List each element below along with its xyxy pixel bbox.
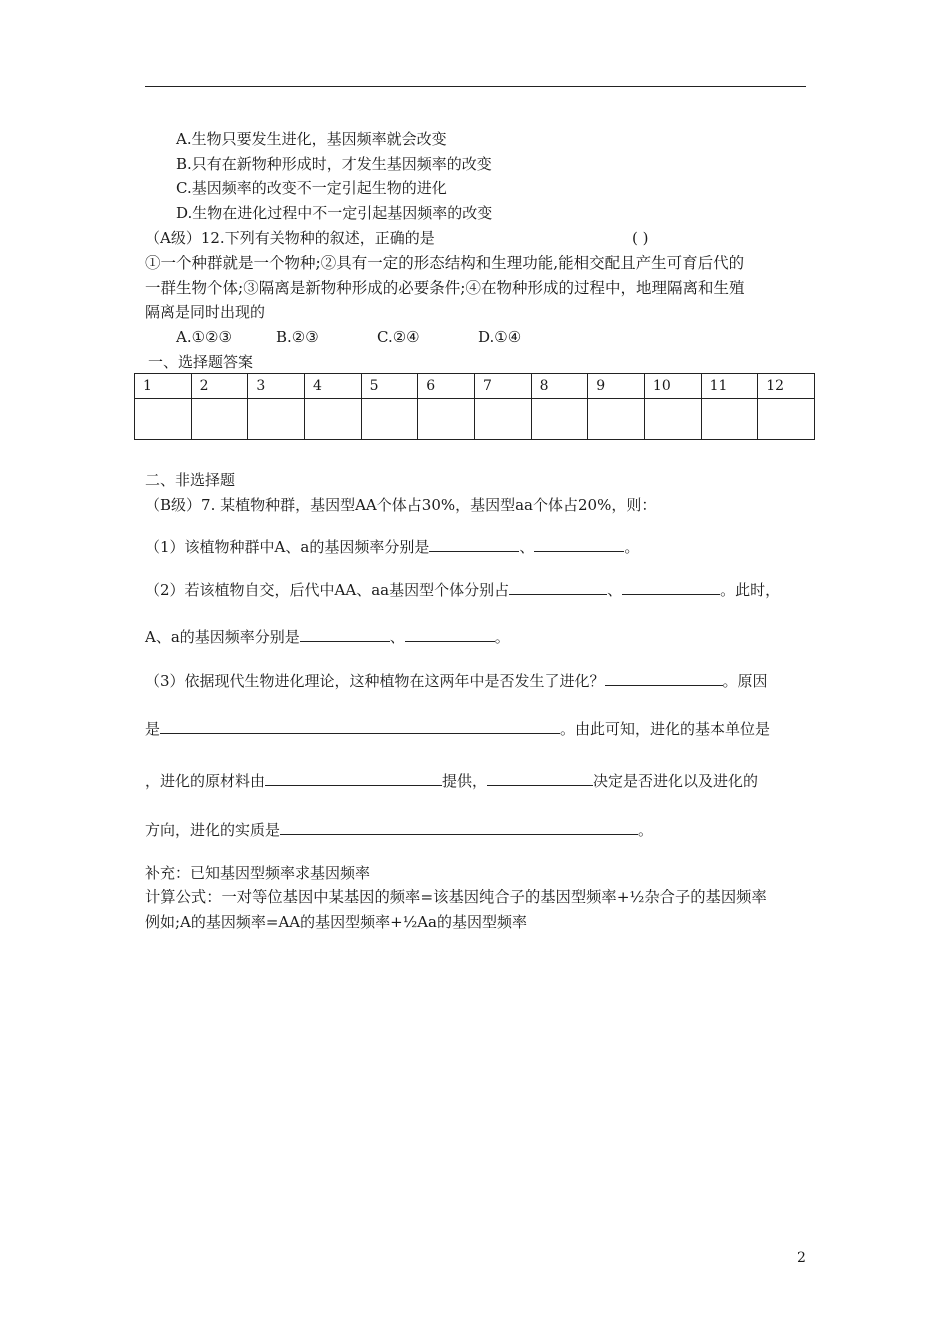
answer-col-8: 8	[531, 374, 588, 399]
answer-col-10: 10	[644, 374, 701, 399]
q12-option-b: B.②③	[276, 328, 319, 346]
q7-part2-blank-b[interactable]	[622, 580, 720, 595]
q7-part3b-blank[interactable]	[160, 719, 560, 734]
answer-cell[interactable]	[191, 399, 248, 440]
answer-col-3: 3	[248, 374, 305, 399]
answer-col-6: 6	[418, 374, 475, 399]
q7-part1	[145, 537, 639, 557]
answer-col-11: 11	[701, 374, 758, 399]
answer-cell[interactable]	[701, 399, 758, 440]
answer-cell[interactable]	[135, 399, 192, 440]
answer-cell[interactable]	[531, 399, 588, 440]
q7-part3c-end: 决定是否进化以及进化的	[593, 772, 759, 790]
answer-col-1: 1	[135, 374, 192, 399]
q7-part3c-mid: 提供，	[442, 772, 488, 790]
supplement-example: 例如;A的基因频率=AA的基因型频率+½Aa的基因型频率	[145, 913, 528, 931]
q12-statement-line-1: ①一个种群就是一个物种;②具有一定的形态结构和生理功能,能相交配且产生可育后代的	[145, 254, 745, 272]
q7-part2-blank-a[interactable]	[509, 580, 607, 595]
answer-cell[interactable]	[644, 399, 701, 440]
answer-cell[interactable]	[418, 399, 475, 440]
answer-col-7: 7	[474, 374, 531, 399]
q7-part3c-blank-a[interactable]	[265, 771, 442, 786]
q7-part1-end: 。	[624, 538, 640, 556]
q7-part3d-blank[interactable]	[280, 820, 638, 835]
q7-part2-end: 。此时，	[720, 581, 781, 599]
q7-part2b-sep: 、	[389, 628, 405, 646]
q7-part3c	[145, 771, 758, 791]
answer-section-title: 一、选择题答案	[148, 353, 254, 371]
header-rule	[145, 86, 806, 87]
q7-part1-sep: 、	[519, 538, 535, 556]
supplement-title: 补充：已知基因型频率求基因频率	[145, 864, 371, 882]
answer-cell[interactable]	[758, 399, 815, 440]
q7-part3b	[145, 719, 770, 739]
q12-option-a: A.①②③	[176, 328, 232, 346]
page-number: 2	[797, 1250, 806, 1266]
q7-part3c-blank-b[interactable]	[487, 771, 593, 786]
q7-part3d-text: 方向，进化的实质是	[145, 821, 281, 839]
q12-statement-line-3: 隔离是同时出现的	[145, 303, 266, 321]
q7-part3-end: 。原因	[722, 672, 768, 690]
q7-part3b-end: 。由此可知，进化的基本单位是	[560, 720, 771, 738]
answer-col-12: 12	[758, 374, 815, 399]
q11-option-b: B.只有在新物种形成时，才发生基因频率的改变	[176, 155, 492, 173]
q7-part1-blank-b[interactable]	[534, 537, 624, 552]
answer-cell[interactable]	[361, 399, 418, 440]
q7-part3-blank[interactable]	[605, 671, 723, 686]
q7-part3	[145, 671, 768, 691]
q7-part2-sep: 、	[607, 581, 623, 599]
answer-cell[interactable]	[304, 399, 361, 440]
q12-answer-paren: ( )	[632, 229, 649, 247]
q7-part3-text: （3）依据现代生物进化理论，这种植物在这两年中是否发生了进化？	[145, 672, 605, 690]
q7-part2	[145, 580, 780, 600]
q7-stem: （B级）7. 某植物种群，基因型AA个体占30%，基因型aa个体占20%，则：	[145, 496, 657, 514]
q7-part2b-blank-b[interactable]	[405, 627, 495, 642]
q7-part2b	[145, 627, 510, 647]
answer-col-5: 5	[361, 374, 418, 399]
part2-title: 二、非选择题	[145, 471, 236, 489]
q7-part2b-end: 。	[494, 628, 510, 646]
q11-option-d: D.生物在进化过程中不一定引起基因频率的改变	[176, 204, 493, 222]
answer-table-blank-row	[135, 399, 815, 440]
q12-option-c: C.②④	[377, 328, 420, 346]
q7-part1-blank-a[interactable]	[429, 537, 519, 552]
q11-option-a: A.生物只要发生进化，基因频率就会改变	[176, 130, 447, 148]
answer-col-4: 4	[304, 374, 361, 399]
answer-col-9: 9	[588, 374, 645, 399]
answer-cell[interactable]	[248, 399, 305, 440]
q7-part2-text: （2）若该植物自交，后代中AA、aa基因型个体分别占	[145, 581, 510, 599]
q7-part3c-text: ，进化的原材料由	[145, 772, 266, 790]
q12-stem: （A级）12.下列有关物种的叙述，正确的是	[145, 229, 435, 247]
answer-col-2: 2	[191, 374, 248, 399]
q7-part3d	[145, 820, 653, 840]
answer-cell[interactable]	[588, 399, 645, 440]
q12-statement-line-2: 一群生物个体;③隔离是新物种形成的必要条件;④在物种形成的过程中，地理隔离和生殖	[145, 279, 745, 297]
q7-part2b-blank-a[interactable]	[300, 627, 390, 642]
q12-option-d: D.①④	[478, 328, 522, 346]
q7-part1-text: （1）该植物种群中A、a的基因频率分别是	[145, 538, 430, 556]
q7-part3b-text: 是	[145, 720, 161, 738]
supplement-formula: 计算公式：一对等位基因中某基因的频率=该基因纯合子的基因型频率+½杂合子的基因频率	[145, 888, 767, 906]
answer-cell[interactable]	[474, 399, 531, 440]
answer-table-header-row	[135, 374, 815, 399]
answer-table	[134, 373, 815, 440]
q11-option-c: C.基因频率的改变不一定引起生物的进化	[176, 179, 447, 197]
q7-part2b-text: A、a的基因频率分别是	[145, 628, 300, 646]
q7-part3d-end: 。	[638, 821, 654, 839]
